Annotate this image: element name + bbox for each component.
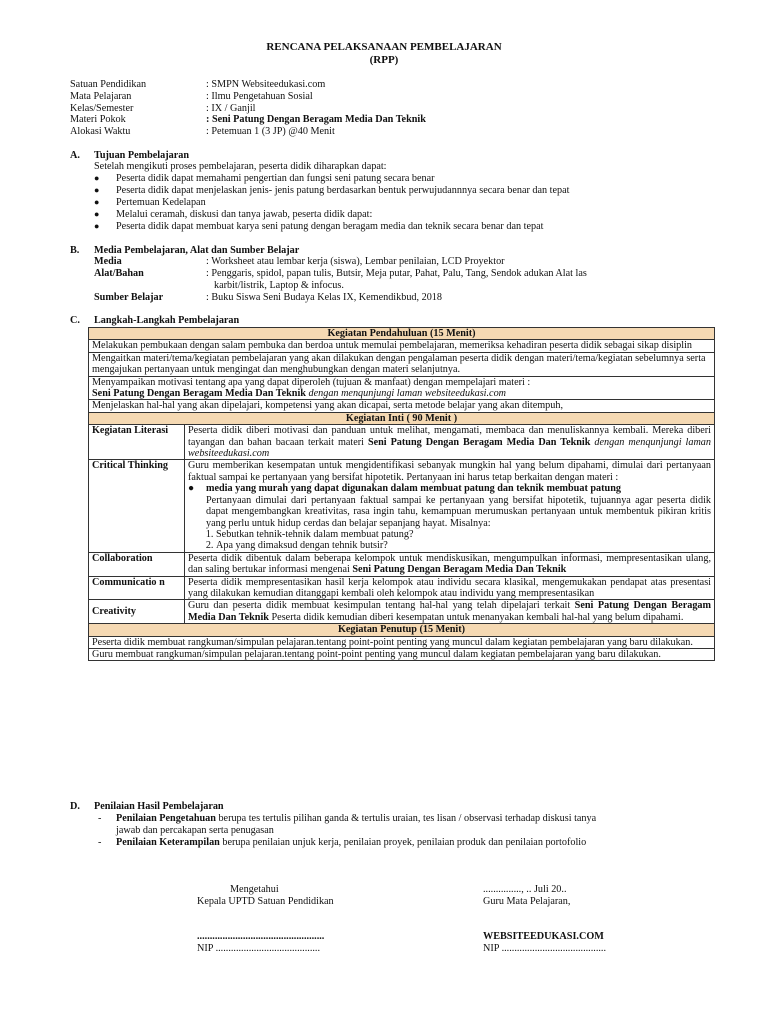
list-item: ● Pertemuan Kedelapan xyxy=(94,197,206,208)
alat-value: : Penggaris, spidol, papan tulis, Butsir, Meja putar, Pahat, Palu, Tang, Sendok adukan Alat las xyxy=(206,268,587,279)
section-b-heading: B. Media Pembelajaran, Alat dan Sumber Belajar xyxy=(70,245,300,256)
table-row: Guru membuat rangkuman/simpulan pelajaran.tentang point-point penting yang muncul dalam kegiatan pembelajaran yang baru dilakukan. xyxy=(89,648,715,660)
table-row: Menyampaikan motivasi tentang apa yang dapat diperoleh (tujuan & manfaat) dengan mempelajari materi : Seni Patung Dengan Beragam Media Dan Teknik dengan menqunjungi laman websiteedukasi.com xyxy=(89,376,715,400)
communication-label: Communicatio n xyxy=(89,576,185,600)
penilaian-keterampilan: Penilaian Keterampilan berupa penilaian unjuk kerja, penilaian proyek, penilaian produk dan penilaian portofolio xyxy=(116,837,587,848)
table-row: Melakukan pembukaan dengan salam pembuka dan berdoa untuk memulai pembelajaran, memeriksa kehadiran peserta didik sebagai sikap disiplin xyxy=(89,340,715,352)
penilaian-pengetahuan-cont: jawab dan percakapan serta penugasan xyxy=(116,825,274,836)
sig-left-mengetahui: Mengetahui xyxy=(230,884,279,895)
list-item: ● Peserta didik dapat membuat karya seni patung dengan beragam media dan teknik secara benar dan tepat xyxy=(94,221,544,232)
sig-right-name: WEBSITEEDUKASI.COM xyxy=(483,931,604,942)
sig-right-nip: NIP ......................................... xyxy=(483,943,607,954)
document-title: RENCANA PELAKSANAAN PEMBELAJARAN xyxy=(266,41,502,53)
alat-label: Alat/Bahan xyxy=(94,268,144,279)
critical-text: Guru memberikan kesempatan untuk mengidentifikasi sebanyak mungkin hal yang belum dipahami, dimulai dari pertanyaan faktual sampai ke pertanyaan yang bersifat hipotetik. Pertanyaan ini harus tetap berkaitan dengan materi : ● media yang murah yang dapat digunakan dalam membuat patung dan teknik membuat patung Pertanyaan dimulai dari pertanyaan faktual sampai ke pertanyaan yang bersifat hipotetik, tujuannya agar peserta didik dapat mengembangkan kreativitas, rasa ingin tahu, kemampuan merumuskan pertanyaan untuk membentuk pikiran kritis yang perlu untuk hidup cerdas dan belajar sepanjang hayat. Misalnya: 1. Sebutkan tehnik-tehnik dalam membuat patung? 2. Apa yang dimaksud dengan tehnik butsir? xyxy=(185,460,715,552)
identity-row: Satuan Pendidikan : SMPN Websiteedukasi.com xyxy=(70,79,326,90)
sig-left-nip: NIP ......................................... xyxy=(197,943,321,954)
critical-label: Critical Thinking xyxy=(89,460,185,552)
penilaian-pengetahuan: Penilaian Pengetahuan berupa tes tertulis pilihan ganda & tertulis uraian, tes lisan / observasi terhadap diskusi tanya xyxy=(116,813,597,824)
collaboration-text: Peserta didik dibentuk dalam beberapa kelompok untuk mendiskusikan, mengumpulkan informasi, mempresentasikan ulang, dan saling bertukar informasi mengenai Seni Patung Dengan Beragam Media Dan Teknik xyxy=(185,552,715,576)
creativity-text: Guru dan peserta didik membuat kesimpulan tentang hal-hal yang telah dipelajari terkait Seni Patung Dengan Beragam Media Dan Teknik Peserta didik kemudian diberi kesempatan untuk menanyakan kembali hal-hal yang belum dipahami. xyxy=(185,600,715,624)
sig-left-name: .................................................. xyxy=(197,931,325,942)
sig-right-role: Guru Mata Pelajaran, xyxy=(483,896,571,907)
list-item: - xyxy=(98,813,102,824)
langkah-table xyxy=(88,327,715,661)
identity-row: Alokasi Waktu : Petemuan 1 (3 JP) @40 Menit xyxy=(70,126,335,137)
section-d-heading: D. Penilaian Hasil Pembelajaran xyxy=(70,801,224,812)
sig-right-date: ..............., .. Juli 20.. xyxy=(483,884,567,895)
collaboration-label: Collaboration xyxy=(89,552,185,576)
section-a-heading: A. Tujuan Pembelajaran xyxy=(70,150,189,161)
inti-header: Kegiatan Inti ( 90 Menit ) xyxy=(89,412,715,424)
table-row: Menjelaskan hal-hal yang akan dipelajari, kompetensi yang akan dicapai, serta metode belajar yang akan ditempuh, xyxy=(89,400,715,412)
identity-row: Kelas/Semester : IX / Ganjil xyxy=(70,103,256,114)
list-item: ● Peserta didik dapat memahami pengertian dan fungsi seni patung secara benar xyxy=(94,173,435,184)
sumber-label: Sumber Belajar xyxy=(94,292,164,303)
literasi-label: Kegiatan Literasi xyxy=(89,425,185,460)
sig-left-role: Kepala UPTD Satuan Pendidikan xyxy=(197,896,334,907)
table-row: Peserta didik membuat rangkuman/simpulan pelajaran.tentang point-point penting yang muncul dalam kegiatan pembelajaran yang baru dilakukan. xyxy=(89,636,715,648)
communication-text: Peserta didik mempresentasikan hasil kerja kelompok atau individu secara klasikal, mengemukakan pendapat atas presentasi yang dilakukan kemudian ditanggapi kembali oleh kelompok atau individu yang mempresentasikan xyxy=(185,576,715,600)
literasi-text: Peserta didik diberi motivasi dan panduan untuk melihat, mengamati, membaca dan menuliskannya kembali. Mereka diberi tayangan dan bahan bacaan terkait materi Seni Patung Dengan Beragam Media Dan Teknik dengan menqunjungi laman websiteedukasi.com xyxy=(185,425,715,460)
section-a-intro: Setelah mengikuti proses pembelajaran, peserta didik diharapkan dapat: xyxy=(94,161,387,172)
section-c-heading: C. Langkah-Langkah Pembelajaran xyxy=(70,315,240,326)
sumber-value: : Buku Siswa Seni Budaya Kelas IX, Kemendikbud, 2018 xyxy=(206,292,442,303)
list-item: ● Melalui ceramah, diskusi dan tanya jawab, peserta didik dapat: xyxy=(94,209,373,220)
list-item: ● Peserta didik dapat menjelaskan jenis- jenis patung berdasarkan bentuk perwujudannnya secara benar dan tepat xyxy=(94,185,570,196)
document-subtitle: (RPP) xyxy=(369,54,399,66)
creativity-label: Creativity xyxy=(89,600,185,624)
pendahuluan-header: Kegiatan Pendahuluan (15 Menit) xyxy=(89,328,715,340)
penutup-header: Kegiatan Penutup (15 Menit) xyxy=(89,624,715,636)
media-value: : Worksheet atau lembar kerja (siswa), Lembar penilaian, LCD Proyektor xyxy=(206,256,505,267)
identity-row: Mata Pelajaran : Ilmu Pengetahuan Sosial xyxy=(70,91,313,102)
alat-value-cont: karbit/listrik, Laptop & infocus. xyxy=(214,280,344,291)
media-label: Media xyxy=(94,256,122,267)
identity-row: Materi Pokok : Seni Patung Dengan Beragam Media Dan Teknik xyxy=(70,114,426,125)
table-row: Mengaitkan materi/tema/kegiatan pembelajaran yang akan dilakukan dengan pengalaman peserta didik dengan materi/tema/kegiatan sebelumnya serta mengajukan pertanyaan untuk mengingat dan menghubungkan dengan materi selanjutnya. xyxy=(89,352,715,376)
list-item: - xyxy=(98,837,102,848)
